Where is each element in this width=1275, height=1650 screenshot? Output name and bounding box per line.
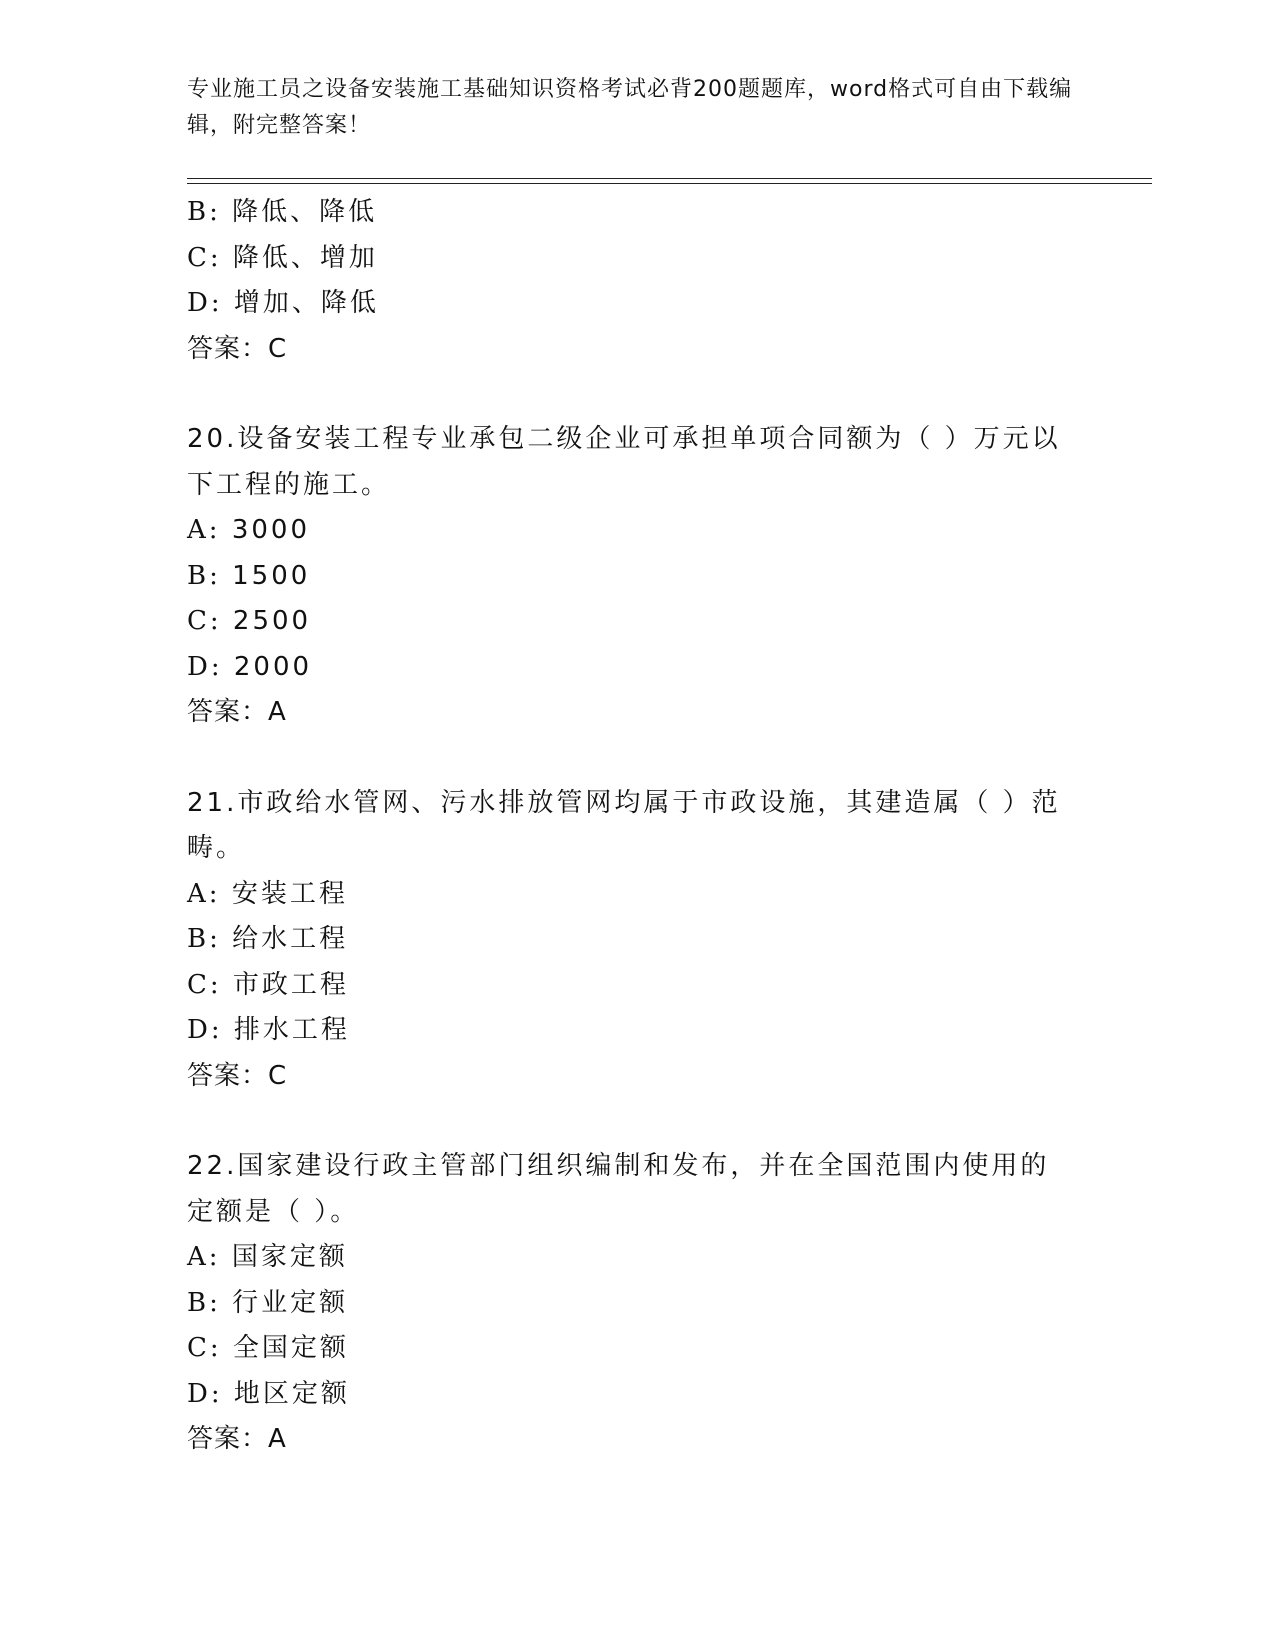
option-text: 全国定额 bbox=[232, 1333, 349, 1363]
option-text: 安装工程 bbox=[231, 878, 348, 909]
option-text: 2000 bbox=[233, 651, 313, 682]
option-label: D: bbox=[187, 1015, 223, 1045]
option-label: B: bbox=[187, 1287, 221, 1318]
option-label: C: bbox=[187, 1333, 222, 1363]
question-20 bbox=[187, 417, 1077, 736]
option-label: D: bbox=[187, 288, 223, 318]
question-stem: 21.市政给水管网、污水排放管网均属于市政设施，其建造属（ ）范畴。 bbox=[187, 787, 1061, 863]
option-label: A: bbox=[187, 1242, 221, 1272]
option-c bbox=[187, 963, 1077, 1009]
option-text: 给水工程 bbox=[232, 924, 349, 954]
option-text: 降低、降低 bbox=[232, 197, 378, 227]
option-text: 地区定额 bbox=[233, 1378, 350, 1409]
option-text: 市政工程 bbox=[232, 969, 349, 1000]
document-header bbox=[187, 72, 1087, 144]
option-label: C: bbox=[187, 969, 222, 1000]
option-d bbox=[187, 1008, 1077, 1054]
option-text: 排水工程 bbox=[233, 1015, 350, 1045]
option-label: D: bbox=[187, 651, 223, 682]
option-d bbox=[187, 281, 1077, 327]
question-list bbox=[187, 190, 1077, 1463]
option-text: 国家定额 bbox=[231, 1242, 348, 1272]
question-22 bbox=[187, 1144, 1077, 1463]
question-stem: 20.设备安装工程专业承包二级企业可承担单项合同额为（ ）万元以下工程的施工。 bbox=[187, 424, 1061, 500]
option-label: D: bbox=[187, 1378, 223, 1409]
option-text: 增加、降低 bbox=[233, 288, 379, 318]
option-label: B: bbox=[187, 924, 221, 954]
header-rule-bottom bbox=[187, 183, 1152, 184]
option-label: A: bbox=[187, 878, 221, 909]
option-text: 3000 bbox=[231, 515, 310, 545]
answer: 答案：C bbox=[187, 1060, 288, 1091]
question-continued bbox=[187, 190, 1077, 372]
option-c bbox=[187, 599, 1077, 645]
option-b bbox=[187, 1281, 1077, 1327]
option-text: 降低、增加 bbox=[232, 242, 378, 273]
option-label: B: bbox=[187, 197, 221, 227]
option-label: A: bbox=[187, 515, 221, 545]
option-label: B: bbox=[187, 560, 221, 591]
option-text: 2500 bbox=[232, 606, 312, 636]
question-21 bbox=[187, 781, 1077, 1100]
option-b bbox=[187, 917, 1077, 963]
option-text: 行业定额 bbox=[232, 1287, 349, 1318]
option-d bbox=[187, 645, 1077, 691]
header-rule-top bbox=[187, 178, 1152, 179]
question-stem: 22.国家建设行政主管部门组织编制和发布，并在全国范围内使用的定额是（ ）。 bbox=[187, 1151, 1050, 1227]
answer: 答案：A bbox=[187, 697, 287, 727]
answer: 答案：C bbox=[187, 333, 288, 364]
option-label: C: bbox=[187, 606, 222, 636]
option-d bbox=[187, 1372, 1077, 1418]
option-b bbox=[187, 554, 1077, 600]
header-text: 专业施工员之设备安装施工基础知识资格考试必背200题题库，word格式可自由下载编辑，附完整答案！ bbox=[187, 77, 1073, 138]
option-a bbox=[187, 872, 1077, 918]
option-label: C: bbox=[187, 242, 222, 273]
option-b bbox=[187, 190, 1077, 236]
option-a bbox=[187, 508, 1077, 554]
option-c bbox=[187, 236, 1077, 282]
option-a bbox=[187, 1235, 1077, 1281]
answer: 答案：A bbox=[187, 1424, 287, 1454]
option-text: 1500 bbox=[232, 560, 311, 591]
option-c bbox=[187, 1326, 1077, 1372]
